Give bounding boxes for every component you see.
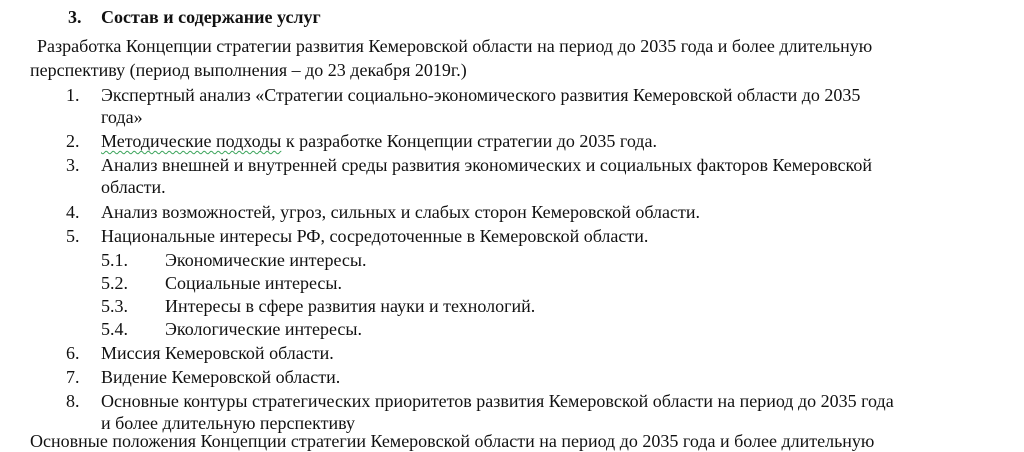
item-5-number: 5. [66, 226, 80, 246]
section-number: 3. [68, 7, 82, 27]
item-1-number: 1. [66, 85, 80, 105]
item-3-line-1: Анализ внешней и внутренней среды развития экономических и социальных факторов Кемеровской [101, 155, 872, 175]
intro-line-1: Разработка Концепции стратегии развития Кемеровской области на период до 2035 года и более длительную [37, 36, 873, 56]
item-5-text: Национальные интересы РФ, сосредоточенные в Кемеровской области. [101, 226, 649, 246]
subitem-5-1-text: Экономические интересы. [165, 250, 367, 270]
item-6-text: Миссия Кемеровской области. [101, 343, 334, 363]
item-8-line-1: Основные контуры стратегических приоритетов развития Кемеровской области на период до 2035 года [101, 391, 894, 411]
subitem-5-3-number: 5.3. [101, 296, 128, 316]
subitem-5-4-text: Экологические интересы. [165, 319, 362, 339]
item-4-text: Анализ возможностей, угроз, сильных и слабых сторон Кемеровской области. [101, 202, 701, 222]
item-4-number: 4. [66, 202, 80, 222]
item-3-line-2: области. [101, 177, 166, 197]
item-1-line-1: Экспертный анализ «Стратегии социально-экономического развития Кемеровской области до 2035 [101, 85, 861, 105]
item-7-text: Видение Кемеровской области. [101, 367, 341, 387]
item-1-line-2: года» [101, 107, 143, 127]
item-2-rest: к разработке Концепции стратегии до 2035 года. [281, 131, 657, 151]
subitem-5-1-number: 5.1. [101, 250, 128, 270]
item-3-number: 3. [66, 155, 80, 175]
section-title: Состав и содержание услуг [101, 7, 321, 27]
item-2-underlined: Методические подходы [101, 131, 282, 151]
item-2-number: 2. [66, 131, 80, 151]
subitem-5-2-number: 5.2. [101, 273, 128, 293]
cut-off-paragraph-line: Основные положения Концепции стратегии Кемеровской области на период до 2035 года и более длительную [30, 431, 875, 451]
subitem-5-3-text: Интересы в сфере развития науки и технологий. [165, 296, 536, 316]
subitem-5-4-number: 5.4. [101, 319, 128, 339]
item-6-number: 6. [66, 343, 80, 363]
item-7-number: 7. [66, 367, 80, 387]
item-8-number: 8. [66, 391, 80, 411]
intro-line-2: перспективу (период выполнения – до 23 декабря 2019г.) [30, 60, 467, 80]
item-8-line-2: и более длительную перспективу [101, 413, 356, 433]
subitem-5-2-text: Социальные интересы. [165, 273, 342, 293]
item-2-text [101, 130, 657, 152]
